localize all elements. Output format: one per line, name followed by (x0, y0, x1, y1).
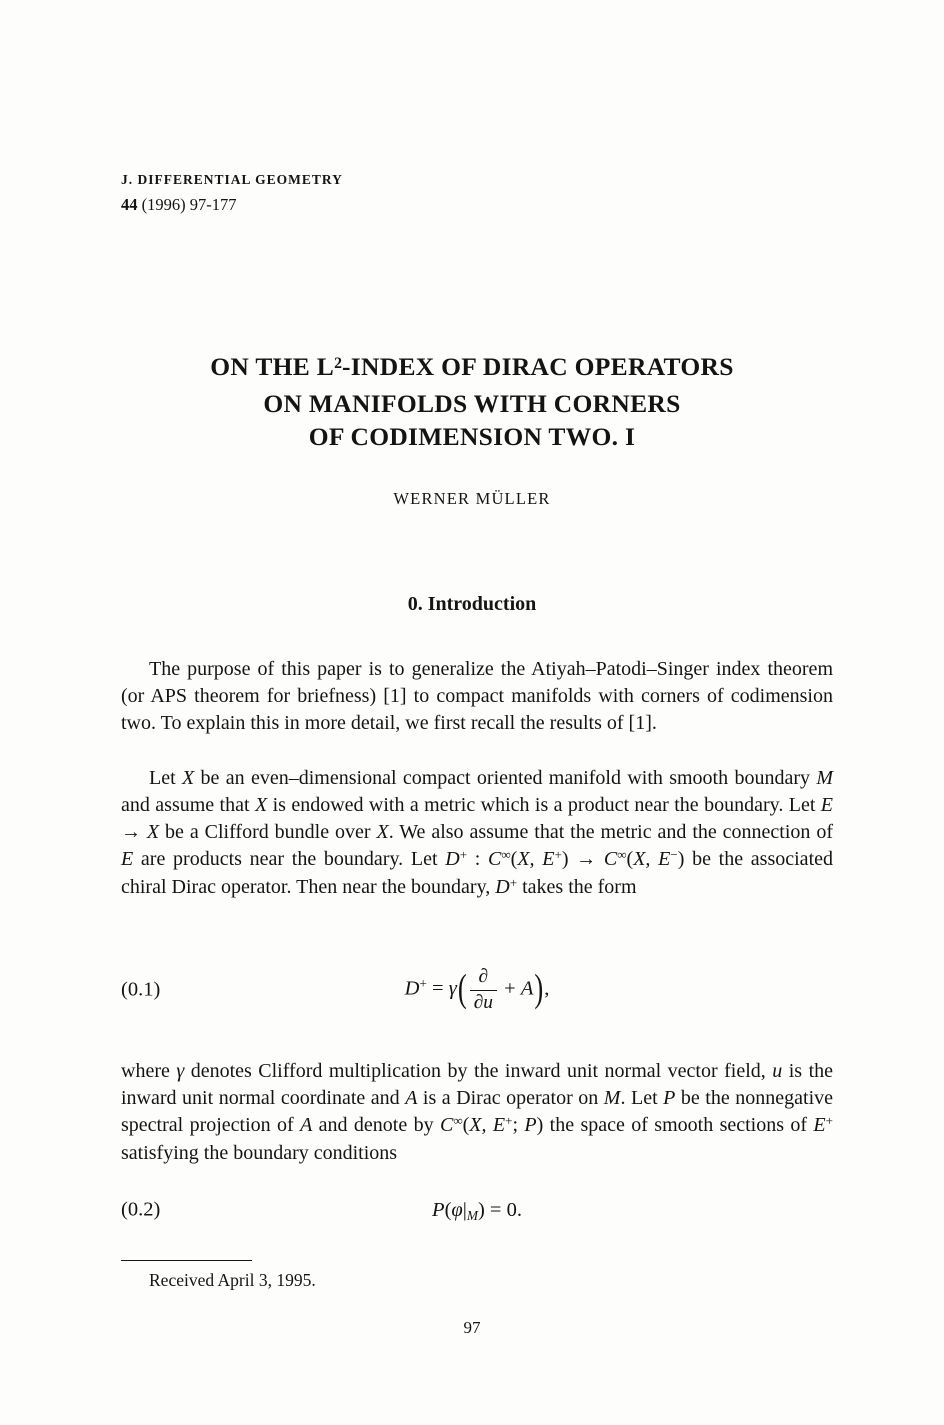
title-line-3: OF CODIMENSION TWO. I (308, 422, 636, 451)
equation-0-2-formula: $P(\varphi|_M) = 0$. (432, 1198, 522, 1224)
intro-paragraph-1: The purpose of this paper is to generalize the Atiyah–Patodi–Singer index theorem (or APS theorem for briefness) [1] to compact manifolds with corners of codimension two. To explain this in more detail, we first recall the results of [1]. (121, 658, 833, 734)
section-heading: 0. Introduction (407, 593, 537, 615)
paper-title (0, 350, 944, 453)
page-number: 97 (463, 1318, 481, 1337)
equation-0-1-formula: D+ = γ( $\frac{\partial}{\partial u}$ + A), (404, 966, 550, 1013)
author-name: WERNER MÜLLER (393, 489, 551, 508)
equation-0-1 (121, 952, 833, 1028)
journal-name: J. DIFFERENTIAL GEOMETRY (121, 172, 343, 187)
title-line-1: ON THE $L^2$-INDEX OF DIRAC OPERATORS (210, 352, 734, 381)
intro-paragraph-2: Let X be an even–dimensional compact oriented manifold with smooth boundary M and assume that X is endowed with a metric which is a product near the boundary. Let E → X be a Clifford bundle over X. We also assume that the metric and the connection of E are products near the boundary. Let D+ : C∞(X, E+) → C∞(X, E−) be the associated chiral Dirac operator. Then near the boundary, D+ takes the form (121, 767, 834, 898)
footnote-rule (121, 1260, 252, 1261)
journal-volume-line: 44 (1996) 97-177 (121, 195, 237, 214)
intro-paragraph-3: where γ denotes Clifford multiplication by the inward unit normal vector field, u is the inward unit normal coordinate and A is a Dirac operator on M. Let P be the nonnegative spectral projection of A and denote by C∞(X, E+; P) the space of smooth sections of E+ satisfying the boundary conditions (121, 1060, 834, 1164)
title-line-2: ON MANIFOLDS WITH CORNERS (263, 389, 681, 418)
journal-header (121, 172, 343, 215)
received-date: Received April 3, 1995. (149, 1270, 316, 1290)
equation-0-2-label: (0.2) (121, 1198, 161, 1221)
equation-0-1-label: (0.1) (121, 978, 161, 1001)
equation-0-2 (121, 1192, 833, 1228)
